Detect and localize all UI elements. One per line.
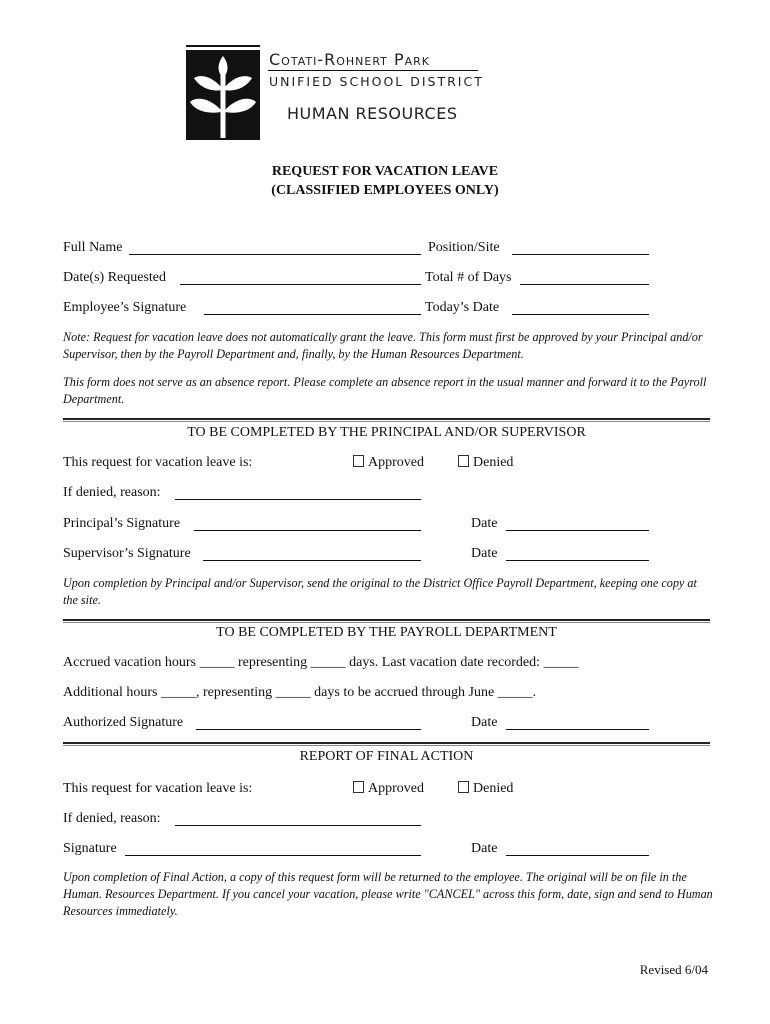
denied-label: Denied <box>473 781 514 796</box>
principal-denied-reason-label: If denied, reason: <box>63 485 161 500</box>
principal-date-field[interactable] <box>506 516 649 531</box>
todays-date-field[interactable] <box>512 300 649 315</box>
final-approved-option[interactable] <box>353 781 424 797</box>
dates-requested-label: Date(s) Requested <box>63 270 167 285</box>
logo-divider <box>268 70 478 71</box>
final-signature-label: Signature <box>63 841 117 856</box>
employee-signature-label: Employee’s Signature <box>63 300 187 315</box>
supervisor-date-label: Date <box>471 546 498 561</box>
final-denied-reason-label: If denied, reason: <box>63 811 161 826</box>
total-days-label: Total # of Days <box>425 270 512 285</box>
supervisor-date-field[interactable] <box>506 546 649 561</box>
additional-hours-line: Additional hours _____, representing _____ days to be accrued through June _____. <box>63 685 537 700</box>
authorized-signature-label: Authorized Signature <box>63 715 184 730</box>
accrued-hours-line: Accrued vacation hours _____ representing _____ days. Last vacation date recorded: _____ <box>63 655 579 670</box>
payroll-section-title: TO BE COMPLETED BY THE PAYROLL DEPARTMENT <box>216 625 557 640</box>
revision-date: Revised 6/04 <box>639 962 708 977</box>
dates-requested-field[interactable] <box>180 270 421 285</box>
final-date-label: Date <box>471 841 498 856</box>
principal-signature-field[interactable] <box>194 516 421 531</box>
principal-note: Upon completion by Principal and/or Supervisor, send the original to the District Office Payroll Department, keeping one copy at the site. <box>63 576 697 607</box>
employee-signature-field[interactable] <box>204 300 421 315</box>
logo-top-bar <box>186 45 260 47</box>
final-denied-option[interactable] <box>458 781 513 797</box>
payroll-date-field[interactable] <box>506 715 649 730</box>
denied-checkbox[interactable] <box>458 781 469 793</box>
principal-denied-option[interactable] <box>458 455 513 471</box>
form-title: REQUEST FOR VACATION LEAVE <box>271 164 499 179</box>
section-rule <box>63 742 710 746</box>
todays-date-label: Today’s Date <box>425 300 500 315</box>
district-name: UNIFIED SCHOOL DISTRICT <box>269 74 484 89</box>
department-name: HUMAN RESOURCES <box>287 104 458 123</box>
approved-checkbox[interactable] <box>353 455 364 467</box>
denied-label: Denied <box>473 455 514 470</box>
final-section-title: REPORT OF FINAL ACTION <box>299 749 474 764</box>
org-name: Cotati-Rohnert Park <box>269 50 431 69</box>
sprout-icon <box>186 50 260 140</box>
approved-checkbox[interactable] <box>353 781 364 793</box>
final-denied-reason-field[interactable] <box>175 811 421 826</box>
absence-note: This form does not serve as an absence report. Please complete an absence report in the usual manner and forward it to the Payroll Department. <box>63 375 707 406</box>
section-rule <box>63 619 710 623</box>
position-site-label: Position/Site <box>428 240 500 255</box>
district-logo <box>186 50 260 140</box>
form-subtitle: (CLASSIFIED EMPLOYEES ONLY) <box>271 183 499 198</box>
payroll-date-label: Date <box>471 715 498 730</box>
approved-label: Approved <box>368 781 424 796</box>
principal-signature-label: Principal’s Signature <box>63 516 181 531</box>
supervisor-signature-field[interactable] <box>203 546 421 561</box>
full-name-label: Full Name <box>63 240 123 255</box>
principal-approved-option[interactable] <box>353 455 424 471</box>
principal-denied-reason-field[interactable] <box>175 485 421 500</box>
final-date-field[interactable] <box>506 841 649 856</box>
principal-section-title: TO BE COMPLETED BY THE PRINCIPAL AND/OR SUPERVISOR <box>187 425 586 440</box>
final-request-label: This request for vacation leave is: <box>63 781 253 796</box>
denied-checkbox[interactable] <box>458 455 469 467</box>
final-signature-field[interactable] <box>125 841 421 856</box>
supervisor-signature-label: Supervisor’s Signature <box>63 546 191 561</box>
section-rule <box>63 418 710 422</box>
approval-note: Note: Request for vacation leave does not automatically grant the leave. This form must first be approved by your Principal and/or Supervisor, then by the Payroll Department and, finally, by the Human Resources Department. <box>63 330 703 361</box>
total-days-field[interactable] <box>520 270 649 285</box>
principal-date-label: Date <box>471 516 498 531</box>
full-name-field[interactable] <box>129 240 421 255</box>
approved-label: Approved <box>368 455 424 470</box>
final-note: Upon completion of Final Action, a copy of this request form will be returned to the employee. The original will be on file in the Human. Resources Department. If you cancel your vacation, please write "CANCEL" across this form, date, sign and send to Human Resources immediately. <box>63 870 713 918</box>
position-site-field[interactable] <box>512 240 649 255</box>
principal-request-label: This request for vacation leave is: <box>63 455 253 470</box>
authorized-signature-field[interactable] <box>196 715 421 730</box>
